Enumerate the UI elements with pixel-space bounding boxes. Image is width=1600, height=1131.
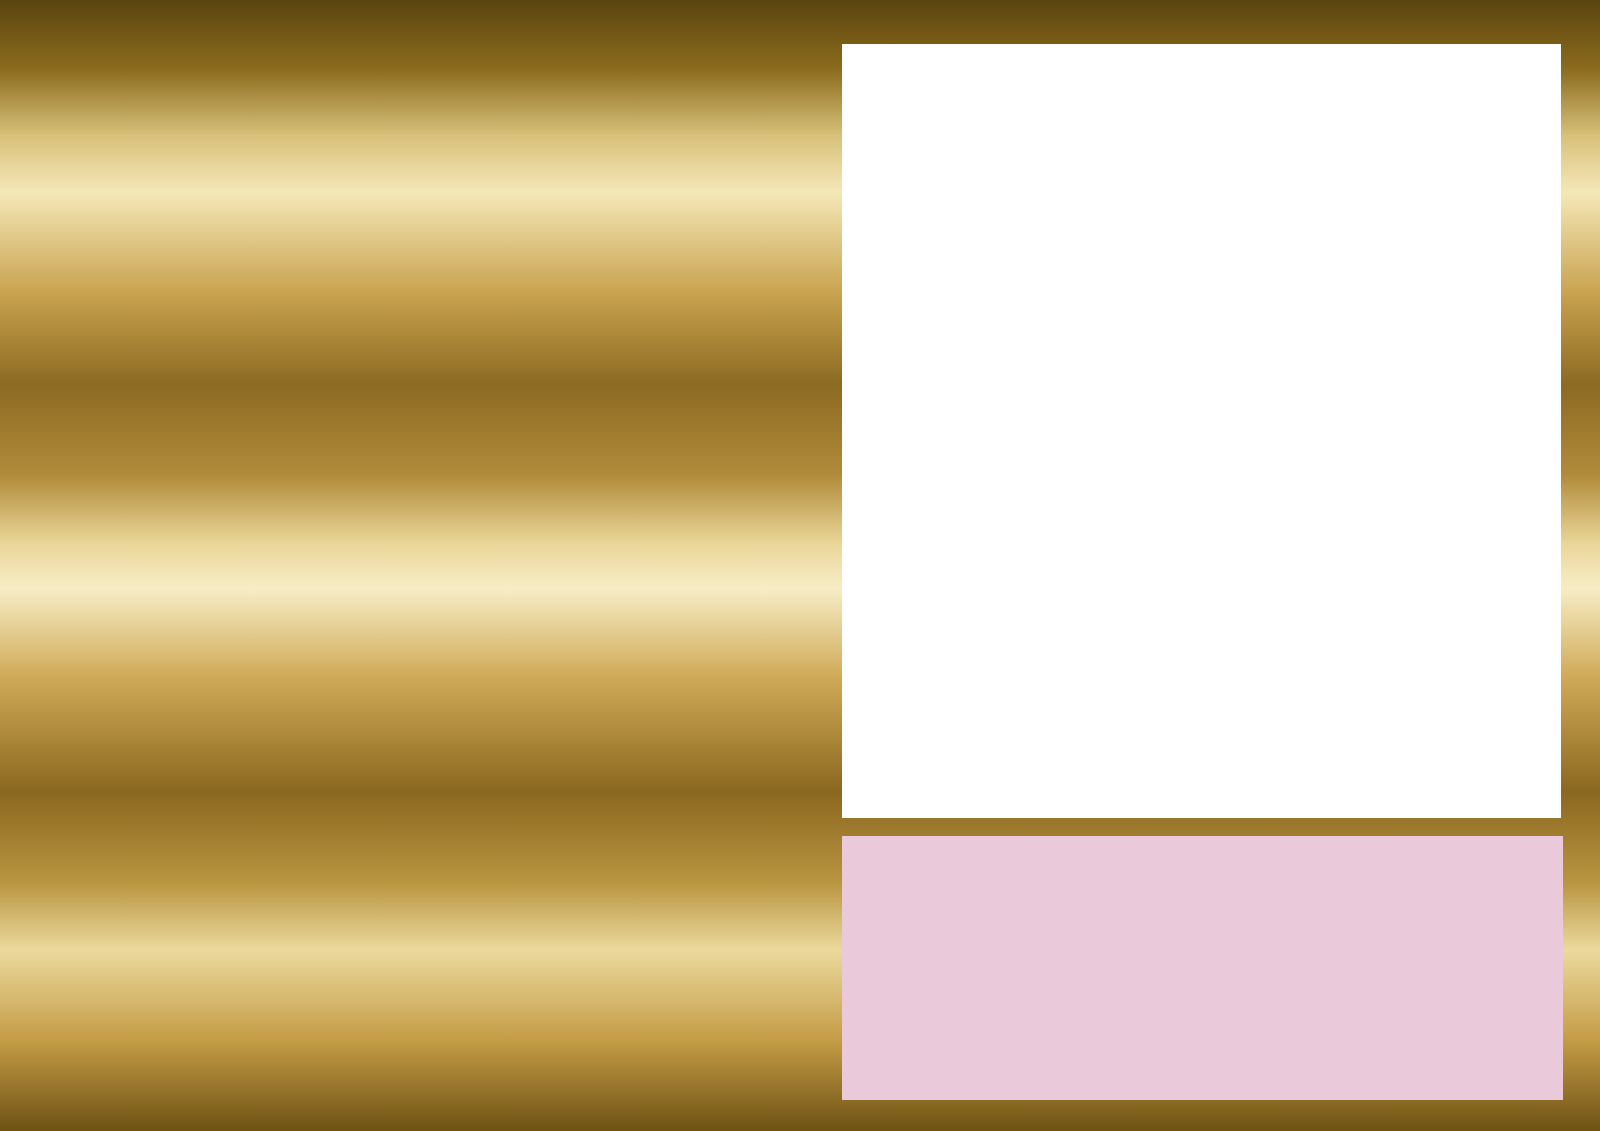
schedule-panel xyxy=(842,44,1561,818)
schedule-table xyxy=(886,120,1520,121)
premios-panel xyxy=(842,836,1563,1100)
normativa-column xyxy=(58,12,780,30)
